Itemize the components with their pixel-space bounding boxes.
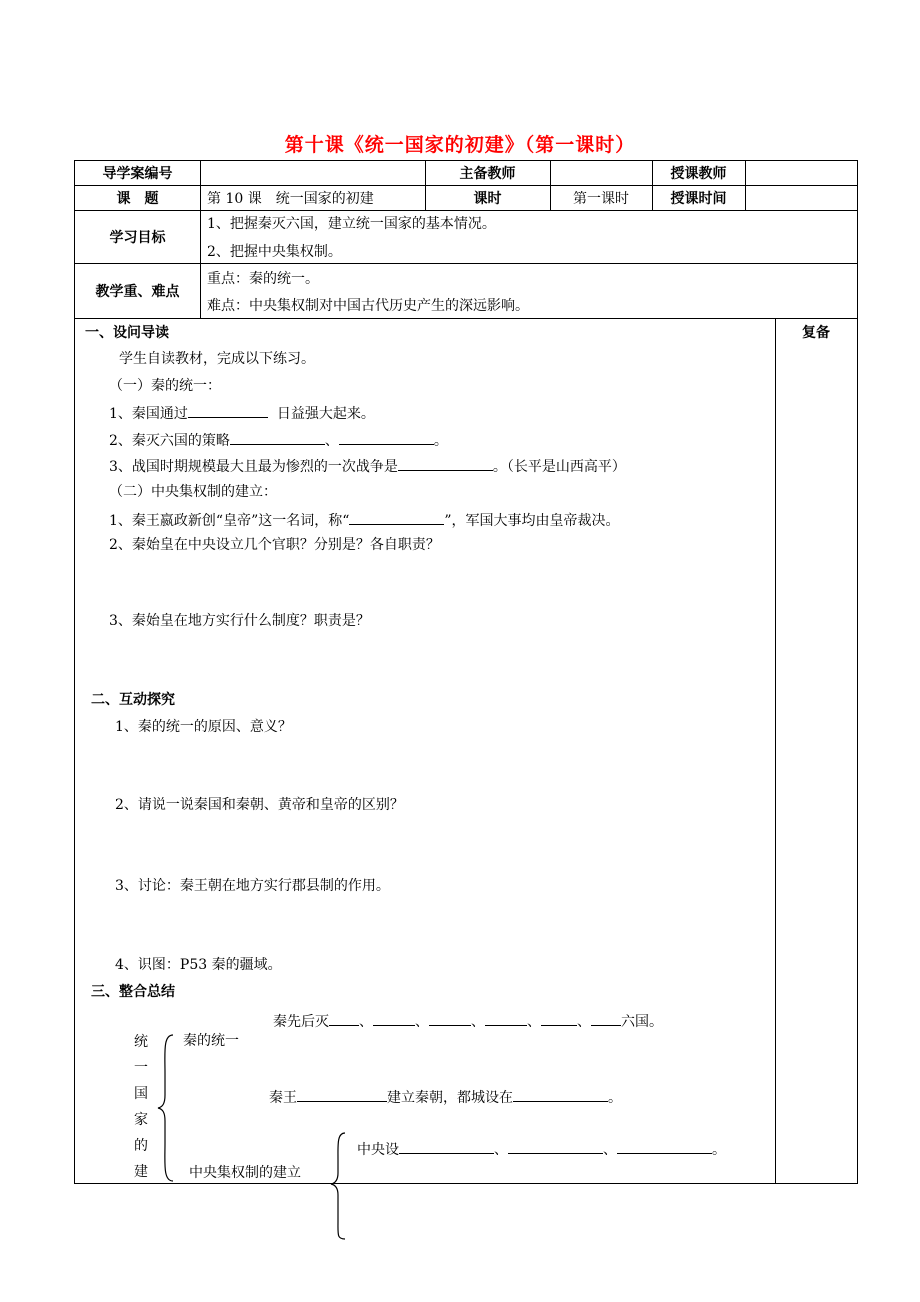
question-2-3: 3、秦始皇在地方实行什么制度？职责是？ <box>109 613 370 629</box>
label-review: 复备 <box>802 325 830 341</box>
explore-question-4: 4、识图：P53 秦的疆域。 <box>115 957 282 973</box>
explore-question-2: 2、请说一说秦国和秦朝、黄帝和皇帝的区别？ <box>115 797 404 813</box>
explore-question-3: 3、讨论：秦王朝在地方实行郡县制的作用。 <box>115 878 390 894</box>
label-main-teacher: 主备教师 <box>459 166 516 182</box>
question-1-3: 3、战国时期规模最大且最为惨烈的一次战争是 。（长平是山西高平） <box>109 456 626 476</box>
key-point: 重点：秦的统一。 <box>207 271 319 287</box>
question-1-2: 2、秦灭六国的策略 、 。 <box>109 430 448 450</box>
difficult-point: 难点：中央集权制对中国古代历史产生的深远影响。 <box>207 298 529 314</box>
summary-line-2: 秦王 建立秦朝，都城设在 。 <box>269 1087 622 1107</box>
label-teacher: 授课教师 <box>670 166 727 182</box>
goal-1: 1、把握秦灭六国，建立统一国家的基本情况。 <box>207 216 496 232</box>
section1-sub1: （一）秦的统一： <box>109 378 221 394</box>
branch-centralization: 中央集权制的建立 <box>189 1165 301 1181</box>
period-value: 第一课时 <box>573 191 629 207</box>
question-2-2: 2、秦始皇在中央设立几个官职？分别是？各自职责？ <box>109 537 440 553</box>
section2-heading: 二、互动探究 <box>91 692 175 708</box>
question-1-1: 1、秦国通过 日益强大起来。 <box>109 403 375 423</box>
page-title: 第十课《统一国家的初建》（第一课时） <box>284 134 636 156</box>
label-time: 授课时间 <box>670 191 727 207</box>
branch-unification: 秦的统一 <box>183 1033 239 1049</box>
label-topic: 课 题 <box>116 191 159 207</box>
left-brace-icon <box>157 1033 177 1183</box>
section1-sub2: （二）中央集权制的建立： <box>109 484 277 500</box>
explore-question-1: 1、秦的统一的原因、意义？ <box>115 719 292 735</box>
goal-2: 2、把握中央集权制。 <box>207 244 342 260</box>
label-key-points: 教学重、难点 <box>95 284 180 300</box>
section1-intro: 学生自读教材，完成以下练习。 <box>119 351 315 367</box>
topic-value: 第 10 课 统一国家的初建 <box>207 191 374 207</box>
section1-heading: 一、设问导读 <box>85 325 169 341</box>
summary-line-3: 中央设 、 、 。 <box>357 1139 726 1159</box>
label-goals: 学习目标 <box>109 230 166 246</box>
label-case-no: 导学案编号 <box>102 166 173 182</box>
question-2-1: 1、秦王嬴政新创“皇帝”这一名词，称“ ”，军国大事均由皇帝裁决。 <box>109 510 620 530</box>
section3-heading: 三、整合总结 <box>91 984 175 1000</box>
right-brace-icon <box>329 1131 349 1241</box>
label-period: 课时 <box>473 191 502 207</box>
summary-line-1: 秦先后灭 、 、 、 、 、 六国。 <box>273 1011 663 1031</box>
worksheet-table: 导学案编号 主备教师 授课教师 课 题 第 10 课 统一国家的初建 课时 第一课时 授课时间 学习目标 1、把握秦灭六国，建立统一国家的基本情况。 2、把握中央集权制。 教学重、难点 重点：秦的统一。 难点：中央集权制对中国古代历史产生的深远影响。 复备 一、设问导读 学生自读教材，完成以下练习。 （一）秦的统一： 1、秦国通过 日益强大起来。 2、秦灭六国的策略 、 。 3、战国时期规模最大且最为惨烈的一次战争是 。（长平是山西高平） （二）中央集权制的建立： 1、秦王嬴政新创“皇帝”这一名词，称“ ”，军国大事均由皇帝裁决。 2、秦始皇在中央设立几个官职？分别是？各自职责？ 3、秦始皇在地方实行什么制度？职责是？ 二、互动探究 1、秦的统一的原因、意义？ 2、请说一说秦国和秦朝、黄帝和皇帝的区别？ 3、讨论：秦王朝在地方实行郡县制的作用。 4、识图：P53 秦的疆域。 三、整合总结 秦先后灭 、 、 、 、 、 六国。 统 一 国 家 的 建 秦的统一 秦王 建立秦朝，都城设在 。 中央设 、 、 。 中央集权制的建立 <box>74 160 858 1184</box>
